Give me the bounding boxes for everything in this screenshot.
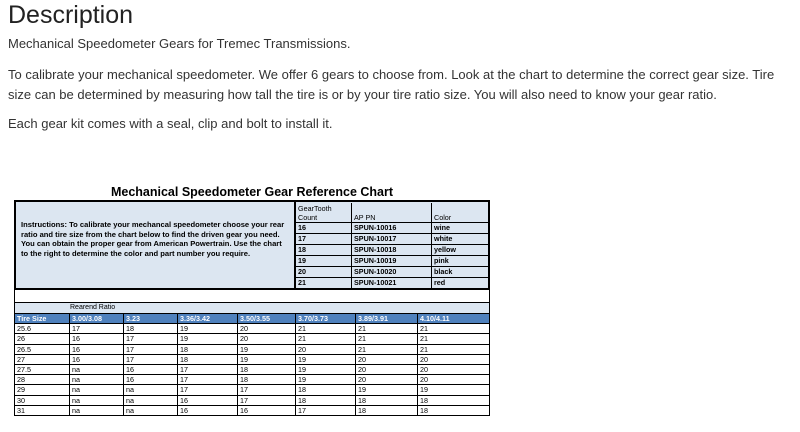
- gear-count: 17: [296, 234, 352, 244]
- column-header: 3.70/3.73: [296, 314, 356, 324]
- ratio-table: [14, 313, 490, 416]
- column-header: Tire Size: [15, 314, 70, 324]
- table-cell: 27.5: [15, 364, 70, 374]
- table-cell: 28: [15, 375, 70, 385]
- table-cell: 18: [238, 364, 296, 374]
- table-cell: 19: [296, 364, 356, 374]
- gear-color: yellow: [434, 245, 456, 254]
- table-cell: na: [124, 395, 178, 405]
- gear-color: black: [434, 267, 453, 276]
- gear-color-table: [296, 202, 488, 288]
- table-row: [15, 334, 490, 344]
- table-cell: 19: [238, 354, 296, 364]
- table-cell: 19: [238, 344, 296, 354]
- table-cell: na: [124, 385, 178, 395]
- table-cell: na: [70, 375, 124, 385]
- table-cell: 19: [296, 354, 356, 364]
- table-cell: 18: [418, 405, 490, 415]
- table-cell: 16: [178, 405, 238, 415]
- table-cell: 19: [178, 334, 238, 344]
- table-cell: na: [124, 405, 178, 415]
- table-cell: 17: [124, 334, 178, 344]
- table-cell: na: [70, 405, 124, 415]
- table-cell: 20: [238, 334, 296, 344]
- gear-part-number: SPUN-10017: [352, 234, 432, 244]
- table-cell: 18: [296, 385, 356, 395]
- table-row: [15, 375, 490, 385]
- table-row: [15, 364, 490, 374]
- table-cell: 21: [356, 334, 418, 344]
- gear-color: white: [434, 234, 453, 243]
- description-paragraph-1: Mechanical Speedometer Gears for Tremec Transmissions.: [8, 36, 351, 51]
- table-cell: 17: [178, 364, 238, 374]
- gear-part-number: SPUN-10018: [352, 245, 432, 255]
- table-cell: 16: [178, 395, 238, 405]
- column-header: 3.00/3.08: [70, 314, 124, 324]
- table-cell: 29: [15, 385, 70, 395]
- table-cell: 19: [356, 385, 418, 395]
- gear-color: pink: [434, 256, 449, 265]
- description-paragraph-3: Each gear kit comes with a seal, clip and bolt to install it.: [8, 116, 333, 131]
- table-cell: 20: [418, 354, 490, 364]
- ap-pn-header: AP PN: [352, 203, 432, 222]
- table-row: [15, 324, 490, 334]
- table-cell: 20: [418, 375, 490, 385]
- table-row: [15, 344, 490, 354]
- table-cell: 18: [238, 375, 296, 385]
- gear-part-number: SPUN-10021: [352, 278, 432, 288]
- table-row: [15, 405, 490, 415]
- gear-count: 16: [296, 223, 352, 233]
- table-cell: 19: [418, 385, 490, 395]
- gear-row: [296, 233, 488, 244]
- table-cell: 20: [296, 344, 356, 354]
- gear-row: [296, 266, 488, 277]
- gear-part-number: SPUN-10020: [352, 267, 432, 277]
- table-row: [15, 354, 490, 364]
- table-cell: 26.5: [15, 344, 70, 354]
- table-cell: 20: [238, 324, 296, 334]
- rearend-ratio-label: Rearend Ratio: [14, 302, 490, 313]
- table-cell: 18: [296, 395, 356, 405]
- table-cell: 16: [70, 334, 124, 344]
- description-paragraph-2: To calibrate your mechanical speedometer. We offer 6 gears to choose from. Look at the chart to determine the correct gear size. Tire size can be determined by measuring how tall the tire is or by your tire ratio size. You will also need to know your gear ratio.: [8, 67, 775, 102]
- table-cell: 25.6: [15, 324, 70, 334]
- table-cell: 21: [418, 344, 490, 354]
- column-header: 3.36/3.42: [178, 314, 238, 324]
- table-cell: 19: [296, 375, 356, 385]
- table-cell: 27: [15, 354, 70, 364]
- table-cell: 21: [356, 324, 418, 334]
- table-cell: 21: [418, 334, 490, 344]
- table-cell: 19: [178, 324, 238, 334]
- table-cell: 17: [178, 375, 238, 385]
- product-description: [8, 0, 794, 131]
- gear-part-number: SPUN-10019: [352, 256, 432, 266]
- table-cell: 16: [70, 354, 124, 364]
- table-cell: 20: [356, 354, 418, 364]
- table-cell: 20: [356, 375, 418, 385]
- table-cell: 17: [124, 354, 178, 364]
- column-header: 3.23: [124, 314, 178, 324]
- table-cell: na: [70, 385, 124, 395]
- table-cell: 16: [238, 405, 296, 415]
- table-cell: 17: [238, 395, 296, 405]
- description-heading: Description: [8, 1, 134, 29]
- table-cell: 17: [178, 385, 238, 395]
- gear-count: 19: [296, 256, 352, 266]
- table-cell: 20: [418, 364, 490, 374]
- table-cell: 26: [15, 334, 70, 344]
- gear-row: [296, 277, 488, 288]
- gear-row: [296, 244, 488, 255]
- table-cell: 17: [296, 405, 356, 415]
- color-header: Color: [434, 213, 452, 222]
- table-cell: 17: [70, 324, 124, 334]
- chart-instructions: Instructions: To calibrate your mechancal speedometer choose your rear ratio and tire size from the chart below to find the driven gear you need. You can obtain the proper gear from American Powertrain. Use the chart to the right to determine the color and part number you require.: [16, 202, 296, 288]
- table-cell: 17: [124, 344, 178, 354]
- gear-reference-chart-image: [14, 184, 490, 416]
- column-header: 3.50/3.55: [238, 314, 296, 324]
- gear-count: 20: [296, 267, 352, 277]
- chart-title: Mechanical Speedometer Gear Reference Chart: [110, 185, 394, 199]
- gear-count: 21: [296, 278, 352, 288]
- table-cell: 18: [356, 395, 418, 405]
- gear-color: wine: [434, 223, 450, 232]
- gear-color: red: [434, 278, 446, 287]
- gear-part-number: SPUN-10016: [352, 223, 432, 233]
- table-cell: 21: [356, 344, 418, 354]
- table-row: [15, 395, 490, 405]
- table-cell: 18: [178, 354, 238, 364]
- table-cell: 21: [296, 334, 356, 344]
- table-cell: 21: [296, 324, 356, 334]
- table-cell: 31: [15, 405, 70, 415]
- table-cell: na: [70, 364, 124, 374]
- table-cell: na: [70, 395, 124, 405]
- column-header: 4.10/4.11: [418, 314, 490, 324]
- gear-table-header: [296, 202, 488, 222]
- table-cell: 16: [124, 375, 178, 385]
- table-cell: 18: [418, 395, 490, 405]
- gear-count-header: GearTooth Count: [296, 203, 352, 222]
- table-cell: 30: [15, 395, 70, 405]
- column-header: 3.89/3.91: [356, 314, 418, 324]
- table-cell: 17: [238, 385, 296, 395]
- chart-spacer: [14, 290, 490, 302]
- table-cell: 21: [418, 324, 490, 334]
- gear-count: 18: [296, 245, 352, 255]
- ratio-table-header-row: [15, 314, 490, 324]
- gear-row: [296, 222, 488, 233]
- table-row: [15, 385, 490, 395]
- table-cell: 18: [356, 405, 418, 415]
- chart-top-section: [14, 200, 490, 290]
- table-cell: 16: [70, 344, 124, 354]
- table-cell: 20: [356, 364, 418, 374]
- table-cell: 18: [178, 344, 238, 354]
- gear-row: [296, 255, 488, 266]
- table-cell: 16: [124, 364, 178, 374]
- table-cell: 18: [124, 324, 178, 334]
